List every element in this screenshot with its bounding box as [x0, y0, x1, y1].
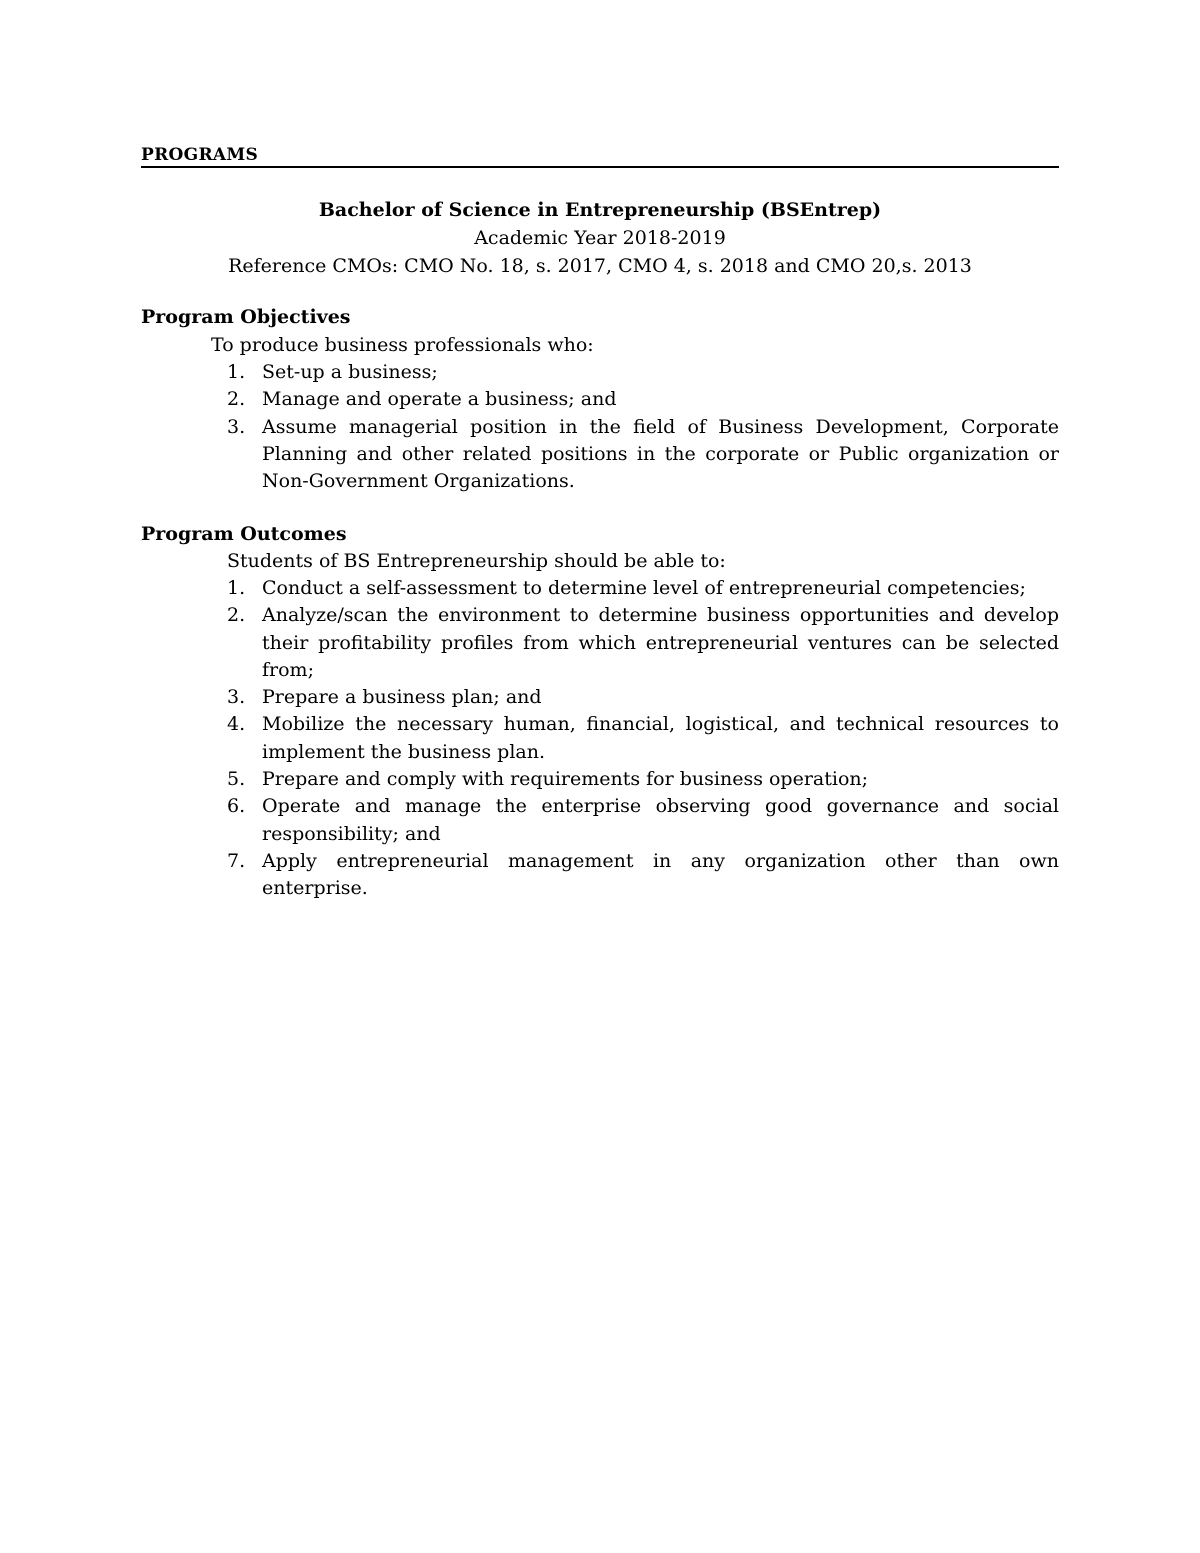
academic-year: Academic Year 2018-2019 [474, 227, 726, 249]
list-item [227, 793, 1059, 848]
list-item-text: Assume managerial position in the field of Business Development, Corporate Planning and other related positions in the corporate or Public organization or Non-Government Organizations. [262, 415, 1059, 493]
outcomes-heading: Program Outcomes [141, 523, 347, 545]
list-item-text: Set-up a business; [262, 361, 438, 383]
list-item-number: 2. [227, 604, 246, 627]
list-item [227, 602, 1059, 684]
list-item-text: Prepare a business plan; and [262, 686, 542, 709]
objectives-intro: To produce business professionals who: [211, 334, 594, 356]
list-item-number: 6. [227, 795, 246, 818]
list-item-text: Mobilize the necessary human, financial, logistical, and technical resources to implement the business plan. [262, 713, 1059, 763]
list-item [227, 575, 1059, 602]
program-header [141, 196, 1059, 280]
list-item-number: 1. [227, 577, 246, 599]
list-item [227, 359, 1059, 386]
list-item-number: 2. [227, 388, 246, 411]
list-item-number: 3. [227, 686, 246, 709]
list-item-number: 5. [227, 768, 246, 791]
list-item [227, 684, 1059, 711]
list-item [227, 848, 1059, 903]
list-item [227, 386, 1059, 413]
section-label: PROGRAMS [141, 145, 259, 165]
reference-cmos: Reference CMOs: CMO No. 18, s. 2017, CMO 4, s. 2018 and CMO 20,s. 2013 [228, 255, 972, 277]
list-item-text: Operate and manage the enterprise observing good governance and social responsibility; and [262, 795, 1059, 845]
list-item-number: 3. [227, 415, 246, 438]
list-item-number: 1. [227, 361, 246, 383]
list-item-text: Prepare and comply with requirements for business operation; [262, 768, 869, 791]
program-title: Bachelor of Science in Entrepreneurship (BSEntrep) [318, 199, 882, 221]
list-item [227, 414, 1059, 496]
objectives-list [227, 359, 1059, 495]
list-item-number: 4. [227, 713, 246, 736]
list-item-text: Conduct a self-assessment to determine level of entrepreneurial competencies; [262, 577, 1026, 599]
outcomes-intro: Students of BS Entrepreneurship should be able to: [227, 550, 726, 572]
list-item [227, 711, 1059, 766]
outcomes-list [227, 575, 1059, 903]
heading-rule [141, 166, 1059, 168]
list-item-number: 7. [227, 849, 246, 872]
list-item [227, 766, 1059, 793]
list-item-text: Analyze/scan the environment to determine business opportunities and develop their profitability profiles from which entrepreneurial ventures can be selected from; [262, 604, 1059, 681]
list-item-text: Apply entrepreneurial management in any organization other than own enterprise. [262, 849, 1059, 900]
objectives-heading: Program Objectives [141, 306, 351, 328]
list-item-text: Manage and operate a business; and [262, 388, 617, 411]
